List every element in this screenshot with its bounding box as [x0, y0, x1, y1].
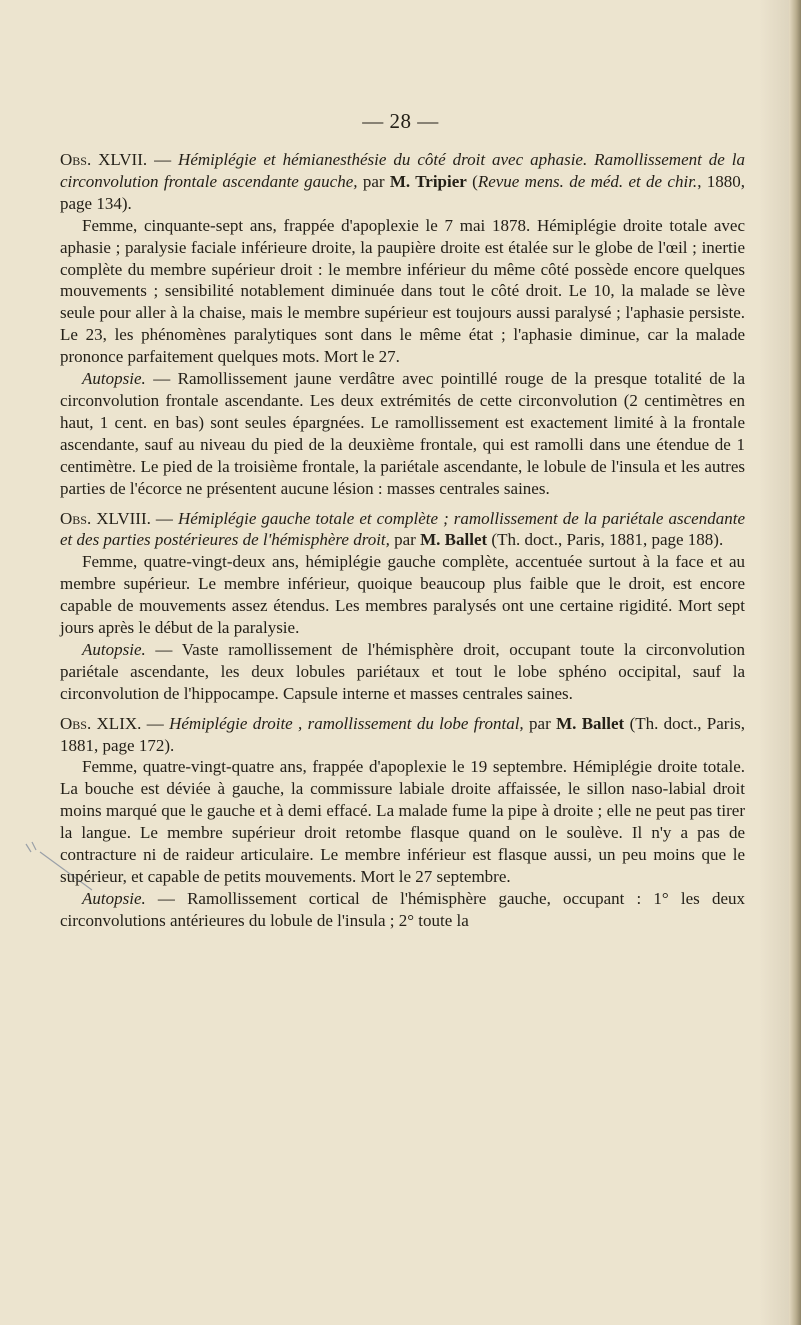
- obs-48-autopsy-text: — Vaste ramollissement de l'hémisphère droit, occupant toute la circonvolution pariétale ascendante, les deux lobules pariétaux et tout le lobe sphéno occipital, sauf la circonvolution de l'hippocampe. Capsule interne et masses centrales saines.: [60, 639, 745, 703]
- obs-48-author: M. Ballet: [420, 530, 488, 550]
- obs-48-autopsy: [60, 639, 745, 705]
- page-body: [60, 149, 745, 932]
- obs-47-title: Hémiplégie et hémianesthésie du côté droit avec aphasie. Ramollissement de la circonvolution frontale ascendante gauche,: [60, 150, 746, 191]
- obs-48-source: (Th. doct., Paris, 1881, page 188).: [491, 530, 724, 550]
- obs-47-autopsy-label: Autopsie.: [82, 369, 146, 389]
- obs-47-heading: [60, 149, 745, 215]
- obs-47-by: par: [362, 171, 385, 191]
- obs-49-autopsy-label: Autopsie.: [82, 888, 146, 908]
- obs-49-source: (Th. doct., Paris, 1881, page 172).: [60, 713, 746, 755]
- obs-48-by: par: [394, 530, 416, 550]
- obs-49-author: M. Ballet: [556, 713, 625, 733]
- obs-48-case: Femme, quatre-vingt-deux ans, hémiplégie gauche complète, accentuée surtout à la face et au membre supérieur. Le membre inférieur, quoique beaucoup plus faible que le droit, est encore capable de mouvements assez étendus. Les membres paralysés ont une certaine rigidité. Mort sept jours après le début de la paralysie.: [60, 552, 745, 638]
- obs-48-label: Obs. XLVIII. —: [60, 508, 173, 528]
- obs-49-title: Hémiplégie droite , ramollissement du lobe frontal,: [169, 713, 524, 733]
- page-edge: [789, 0, 801, 1325]
- obs-47-author: M. Tripier: [389, 171, 467, 191]
- obs-49-autopsy: [60, 888, 745, 932]
- obs-48-autopsy-label: Autopsie.: [82, 639, 146, 659]
- obs-47-source-open: (: [472, 171, 478, 191]
- obs-48-title: Hémiplégie gauche totale et complète ; ramollissement de la pariétale ascendante et des parties postérieures de l'hémisphère droit,: [60, 508, 745, 550]
- obs-47-autopsy-text: — Ramollissement jaune verdâtre avec pointillé rouge de la presque totalité de la circonvolution frontale ascendante. Les deux extrémités de cette circonvolution (2 centimètres en haut, 1 cent. en bas) sont seules épargnées. Le ramollissement est exactement limité à la frontale ascendante, sauf au niveau du pied de la deuxième frontale, qui est ramolli dans une étendue de 1 centimètre. Le pied de la troisième frontale, la pariétale ascendante, le lobule de l'insula et les autres parties de l'écorce ne présentent aucune lésion : masses centrales saines.: [60, 369, 745, 498]
- obs-49-case: Femme, quatre-vingt-quatre ans, frappée d'apoplexie le 19 septembre. Hémiplégie droite totale. La bouche est déviée à gauche, la commissure labiale droite affaissée, le sillon naso-labial droit moins marqué que le gauche et à demi effacé. La malade fume la pipe à droite ; elle ne peut pas tirer la langue. Le membre supérieur droit retombe flasque quand on le soulève. Il n'y a pas de contracture ni de raideur articulaire. Le membre inférieur est flasque aussi, un peu moins que le supérieur, et capable de petits mouvements. Mort le 27 septembre.: [60, 757, 745, 886]
- obs-49-label: Obs. XLIX. —: [60, 713, 164, 733]
- obs-49-autopsy-text: — Ramollissement cortical de l'hémisphère gauche, occupant : 1° les deux circonvolutions antérieures du lobule de l'insula ; 2° toute la: [60, 888, 745, 930]
- page-edge-shadow: [759, 0, 789, 1325]
- obs-49-heading: [60, 713, 745, 757]
- page-number: — 28 —: [362, 109, 439, 133]
- obs-47-label: Obs. XLVII. —: [60, 150, 172, 169]
- obs-47-source-title: Revue mens. de méd. et de chir.: [477, 171, 698, 191]
- obs-47-source-rest: , 1880, page 134).: [60, 171, 746, 213]
- obs-49-by: par: [529, 713, 551, 733]
- obs-47-autopsy: [60, 368, 745, 499]
- obs-47-case: Femme, cinquante-sept ans, frappée d'apoplexie le 7 mai 1878. Hémiplégie droite totale avec aphasie ; paralysie faciale inférieure droite, la paupière droite est étalée sur le globe de l'œil ; inertie complète du membre supérieur droit : le membre inférieur du même côté possède encore quelques mouvements ; sensibilité notablement diminuée dans tout le côté droit. Le 10, la malade se lève seule pour aller à la chaise, mais le membre supérieur est toujours aussi paralysé ; l'aphasie persiste. Le 23, les phénomènes paralytiques sont dans le même état ; l'aphasie diminue, car la malade prononce parfaitement quelques mots. Mort le 27.: [60, 215, 745, 367]
- obs-48-heading: [60, 508, 745, 552]
